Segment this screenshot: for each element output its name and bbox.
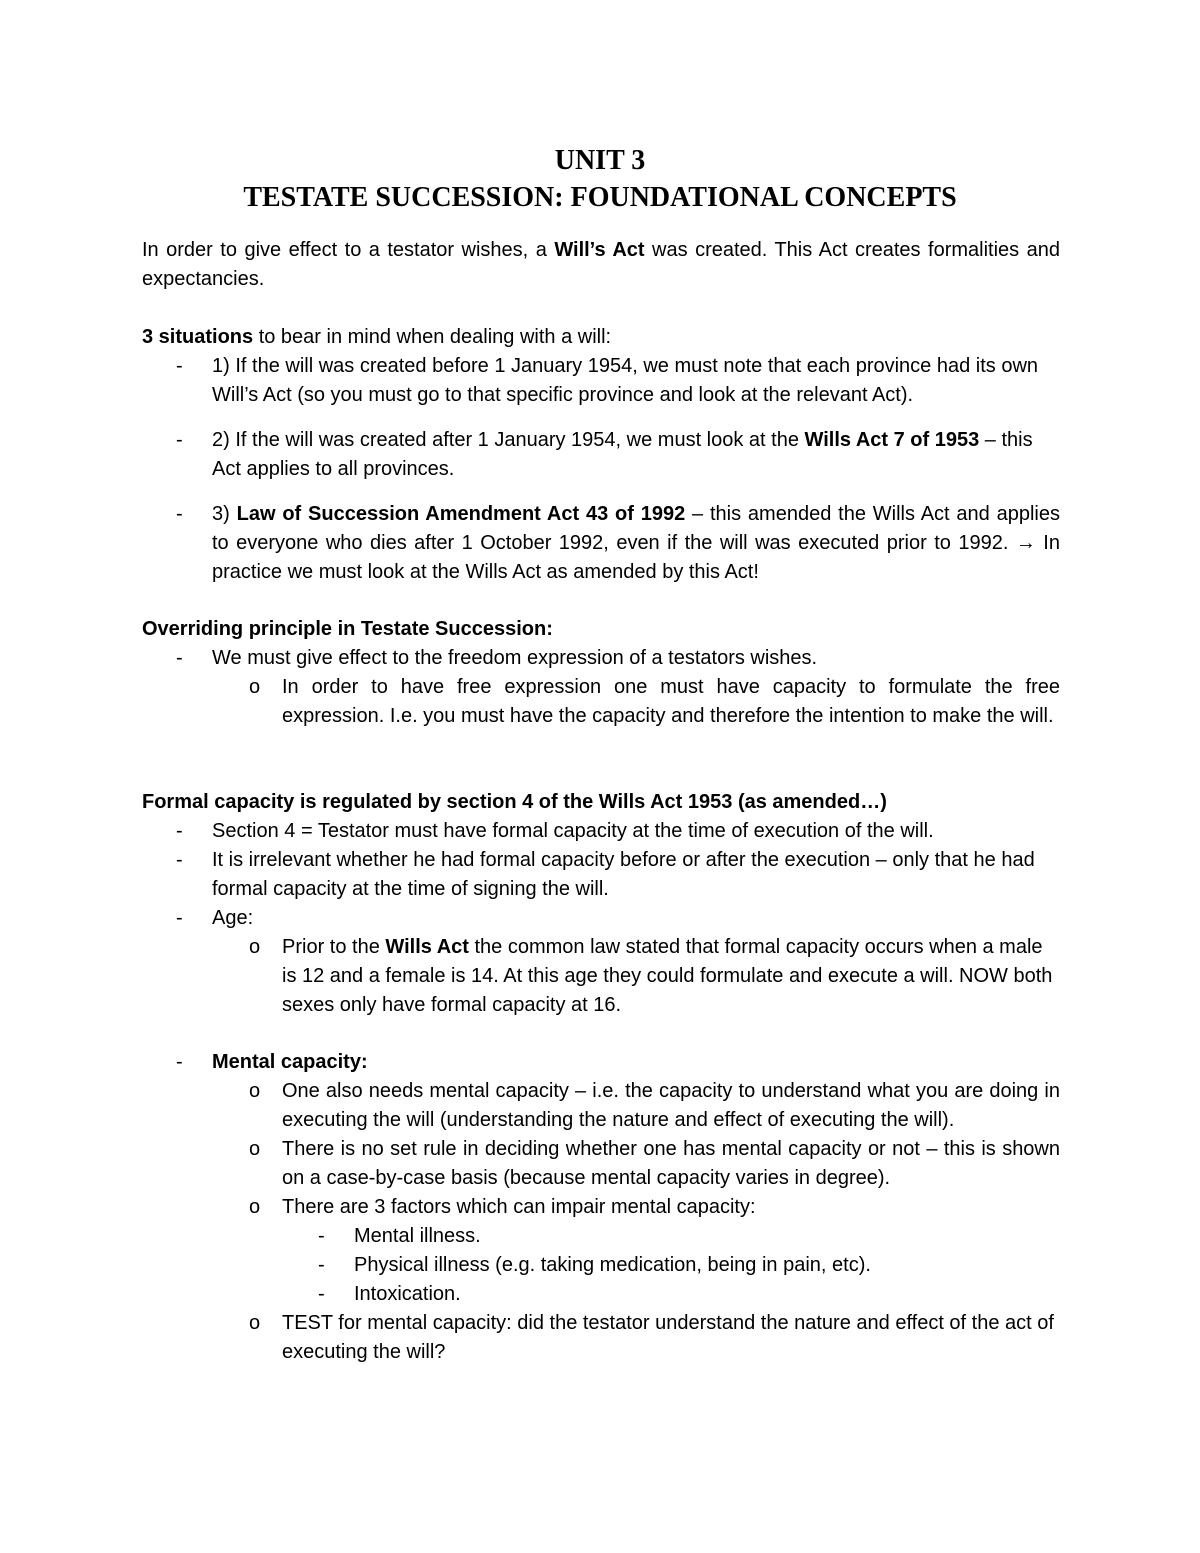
overriding-section xyxy=(142,615,1060,731)
dash-bullet: - xyxy=(176,820,183,842)
dash-bullet: - xyxy=(318,1254,325,1276)
intro-text-b: was created. This Act creates formalities and expectancies. xyxy=(142,239,1060,290)
list-item xyxy=(142,1077,1060,1135)
situation-3 xyxy=(212,500,1060,587)
situations-heading-bold: 3 situations xyxy=(142,326,254,348)
mental-label: Mental capacity: xyxy=(212,1051,368,1073)
age-label: Age: xyxy=(212,907,254,929)
situation-3-text-a: 3) xyxy=(212,503,237,525)
list-item xyxy=(142,904,1060,933)
list-item xyxy=(142,673,1060,731)
dash-bullet: - xyxy=(176,429,183,451)
list-item xyxy=(142,1251,1060,1280)
list-item xyxy=(142,1222,1060,1251)
situation-2-text-b: – this Act applies to all provinces. xyxy=(212,429,1033,480)
formal-heading: Formal capacity is regulated by section 4 of the Wills Act 1953 (as amended…) xyxy=(142,791,887,813)
factor-1: Mental illness. xyxy=(354,1225,481,1247)
mental-sub-4: TEST for mental capacity: did the testator understand the nature and effect of the act of executing the will? xyxy=(282,1312,1054,1363)
dash-bullet: - xyxy=(176,647,183,669)
formal-capacity-section xyxy=(142,788,1060,1020)
list-item xyxy=(142,933,1060,1020)
situation-2-text-a: 2) If the will was created after 1 January 1954, we must look at the xyxy=(212,429,805,451)
dash-bullet: - xyxy=(176,849,183,871)
mental-sub-1: One also needs mental capacity – i.e. the capacity to understand what you are doing in executing the will (understanding the nature and effect of executing the will). xyxy=(282,1080,1060,1131)
list-item xyxy=(142,352,1060,410)
circle-bullet: o xyxy=(249,1080,261,1102)
age-sub xyxy=(282,933,1060,1020)
overriding-heading: Overriding principle in Testate Succession: xyxy=(142,618,553,640)
circle-bullet: o xyxy=(249,1196,261,1218)
dash-bullet: - xyxy=(176,907,183,929)
situation-3-text-c: In practice we must look at the Wills Act as amended by this Act! xyxy=(212,532,1060,583)
list-item xyxy=(142,1309,1060,1367)
mental-sub-3: There are 3 factors which can impair mental capacity: xyxy=(282,1196,756,1218)
age-sub-text-b: the common law stated that formal capacity occurs when a male is 12 and a female is 14. At this age they could formulate and execute a will. NOW both sexes only have formal capacity at 16. xyxy=(282,936,1053,1016)
page-heading: TESTATE SUCCESSION: FOUNDATIONAL CONCEPTS xyxy=(243,182,957,213)
list-item xyxy=(142,1048,1060,1077)
list-item xyxy=(142,846,1060,904)
situations-section xyxy=(142,323,1060,587)
dash-bullet: - xyxy=(318,1283,325,1305)
dash-bullet: - xyxy=(176,503,183,525)
circle-bullet: o xyxy=(249,1312,261,1334)
list-item xyxy=(142,817,1060,846)
situations-heading xyxy=(142,323,1060,352)
list-item xyxy=(142,1193,1060,1222)
circle-bullet: o xyxy=(249,676,261,698)
age-sub-bold: Wills Act xyxy=(385,936,469,958)
list-item xyxy=(142,1135,1060,1193)
mental-sub-2: There is no set rule in deciding whether one has mental capacity or not – this is shown on a case-by-case basis (because mental capacity varies in degree). xyxy=(282,1138,1060,1189)
formal-item-2: It is irrelevant whether he had formal capacity before or after the execution – only that he had formal capacity at the time of signing the will. xyxy=(212,849,1035,900)
intro-bold: Will’s Act xyxy=(554,239,645,261)
overriding-item-1: We must give effect to the freedom expression of a testators wishes. xyxy=(212,647,818,669)
intro-text-a: In order to give effect to a testator wishes, a xyxy=(142,239,555,261)
circle-bullet: o xyxy=(249,1138,261,1160)
factor-3: Intoxication. xyxy=(354,1283,461,1305)
situations-heading-rest: to bear in mind when dealing with a will: xyxy=(253,326,612,348)
age-sub-text-a: Prior to the xyxy=(282,936,386,958)
situation-3-bold: Law of Succession Amendment Act 43 of 1992 xyxy=(236,503,686,525)
list-item xyxy=(142,644,1060,673)
situation-2 xyxy=(212,426,1060,484)
arrow-icon: → xyxy=(1015,532,1036,554)
list-item xyxy=(142,426,1060,484)
list-item xyxy=(142,1280,1060,1309)
dash-bullet: - xyxy=(318,1225,325,1247)
situation-2-bold: Wills Act 7 of 1953 xyxy=(804,429,980,451)
mental-capacity-section xyxy=(142,1048,1060,1367)
list-item xyxy=(142,500,1060,587)
factor-2: Physical illness (e.g. taking medication, being in pain, etc). xyxy=(354,1254,871,1276)
overriding-sub-1: In order to have free expression one must have capacity to formulate the free expression. I.e. you must have the capacity and therefore the intention to make the will. xyxy=(282,676,1060,727)
formal-item-1: Section 4 = Testator must have formal capacity at the time of execution of the will. xyxy=(212,820,934,842)
intro-paragraph xyxy=(142,236,1060,294)
dash-bullet: - xyxy=(176,355,183,377)
dash-bullet: - xyxy=(176,1051,183,1073)
situation-1: 1) If the will was created before 1 January 1954, we must note that each province had its own Will’s Act (so you must go to that specific province and look at the relevant Act). xyxy=(212,355,1039,406)
unit-title: UNIT 3 xyxy=(554,145,646,176)
circle-bullet: o xyxy=(249,936,261,958)
situation-3-text-b: – this amended the Wills Act and applies to everyone who dies after 1 October 1992, even if the will was executed prior to 1992. xyxy=(212,503,1060,554)
